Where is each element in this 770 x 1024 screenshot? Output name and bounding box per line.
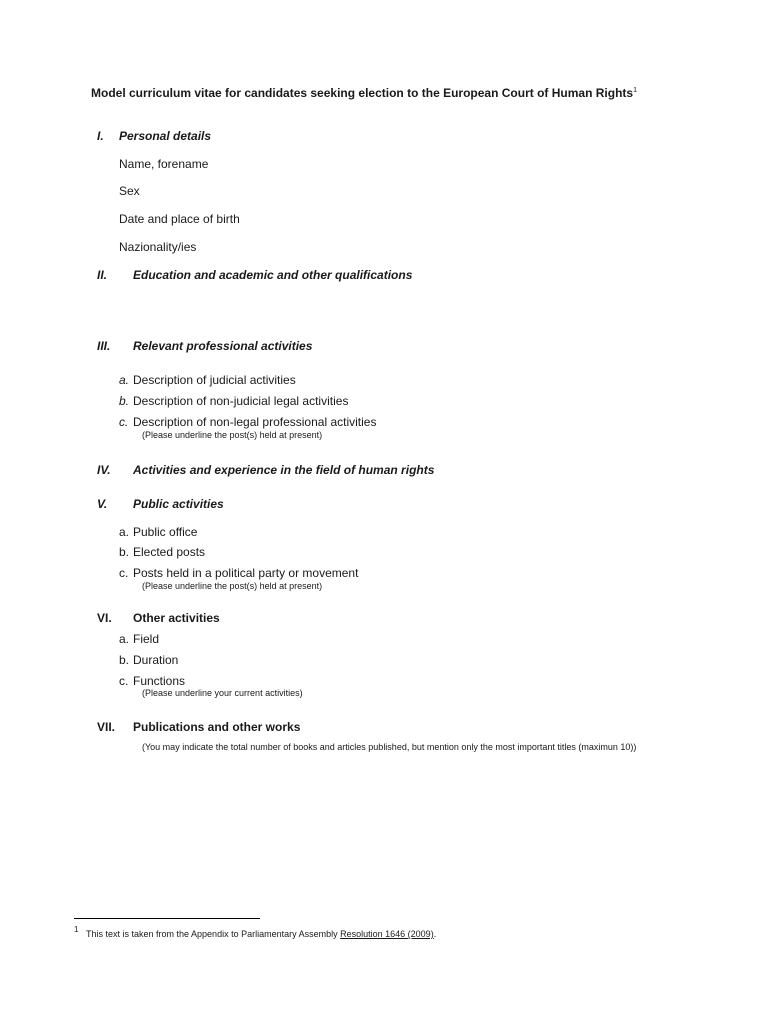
footnote-end: . xyxy=(433,929,437,939)
section-6-title: Other activities xyxy=(133,611,220,625)
list-item: Field xyxy=(133,632,160,646)
list-item: Functions xyxy=(133,674,186,688)
personal-item-name: Name, forename xyxy=(119,157,209,171)
footnote-text xyxy=(86,929,436,939)
list-item: Posts held in a political party or movement xyxy=(133,566,359,580)
list-item: Duration xyxy=(133,653,179,667)
footnote-body: This text is taken from the Appendix to Parliamentary Assembly xyxy=(86,929,341,939)
document-title xyxy=(91,86,637,100)
section-1-title: Personal details xyxy=(119,129,212,143)
personal-item-nationality: Nazionality/ies xyxy=(119,240,197,254)
list-letter: b. xyxy=(119,394,130,408)
section-3-title: Relevant professional activities xyxy=(133,339,313,353)
section-7-number: VII. xyxy=(97,720,116,734)
list-letter: a. xyxy=(119,373,130,387)
title-footnote-mark: 1 xyxy=(633,87,637,94)
footnote-mark: 1 xyxy=(74,925,79,934)
section-1-number: I. xyxy=(97,129,104,143)
list-item: Public office xyxy=(133,525,198,539)
personal-item-birth: Date and place of birth xyxy=(119,212,240,226)
section-4-number: IV. xyxy=(97,463,111,477)
section-4-title: Activities and experience in the field of human rights xyxy=(133,463,435,477)
list-letter: a. xyxy=(119,632,130,646)
section-7-title: Publications and other works xyxy=(133,720,301,734)
section-6-note: (Please underline your current activities) xyxy=(142,688,303,698)
list-letter: c. xyxy=(119,566,129,580)
list-item: Elected posts xyxy=(133,545,206,559)
list-letter: a. xyxy=(119,525,130,539)
list-letter: b. xyxy=(119,653,130,667)
section-5-number: V. xyxy=(97,497,108,511)
list-item: Description of non-legal professional activities xyxy=(133,415,377,429)
section-2-title: Education and academic and other qualifications xyxy=(133,268,413,282)
list-letter: b. xyxy=(119,545,130,559)
section-3-note: (Please underline the post(s) held at present) xyxy=(142,430,323,440)
footnote-separator xyxy=(74,918,260,919)
list-letter: c. xyxy=(119,415,129,429)
title-text: Model curriculum vitae for candidates seeking election to the European Court of Human Rights xyxy=(91,86,634,100)
personal-item-sex: Sex xyxy=(119,184,140,198)
section-6-number: VI. xyxy=(97,611,112,625)
list-item: Description of non-judicial legal activities xyxy=(133,394,349,408)
section-5-note: (Please underline the post(s) held at present) xyxy=(142,581,323,591)
list-letter: c. xyxy=(119,674,129,688)
section-2-number: II. xyxy=(97,268,108,282)
footnote-resolution-link[interactable]: Resolution 1646 (2009) xyxy=(340,929,434,939)
section-5-title: Public activities xyxy=(133,497,224,511)
section-7-note: (You may indicate the total number of books and articles published, but mention only the most important titles (maximun 10)) xyxy=(142,742,637,752)
list-item: Description of judicial activities xyxy=(133,373,296,387)
section-3-number: III. xyxy=(97,339,111,353)
